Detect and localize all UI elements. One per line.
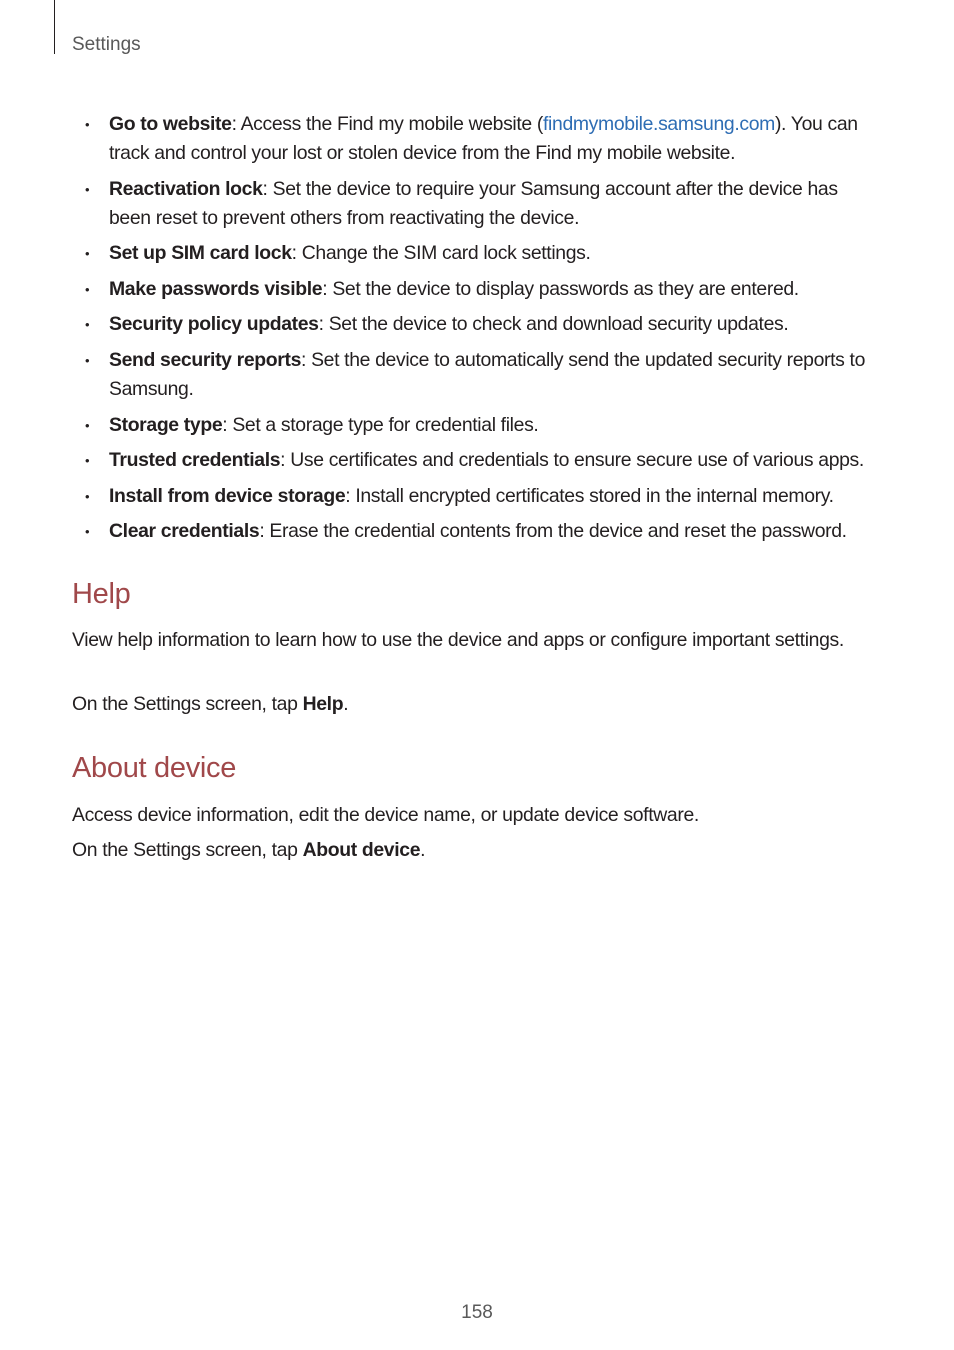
option-description: : Set the device to check and download security updates. xyxy=(318,313,789,336)
list-item xyxy=(72,110,884,168)
bullet-icon: • xyxy=(85,246,90,262)
help-instruction-end: . xyxy=(343,693,349,715)
help-heading: Help xyxy=(72,578,131,610)
bullet-icon: • xyxy=(85,281,90,297)
side-rule xyxy=(54,0,55,54)
option-description: : Set the device to automatically send the updated security reports to Samsung. xyxy=(109,348,866,400)
about-instruction-end: . xyxy=(420,839,426,861)
bullet-icon: • xyxy=(85,524,90,540)
bullet-icon: • xyxy=(85,117,90,132)
about-device-description: Access device information, edit the device name, or update device software. xyxy=(72,804,699,826)
page-number: 158 xyxy=(461,1302,493,1323)
running-head: Settings xyxy=(72,34,141,55)
option-description: : Erase the credential contents from the device and reset the password. xyxy=(259,520,847,543)
security-options-list xyxy=(72,110,884,553)
option-term: Go to website xyxy=(109,113,232,135)
list-item xyxy=(72,482,884,511)
option-term: Trusted credentials xyxy=(109,449,281,472)
list-item xyxy=(72,446,884,475)
list-item xyxy=(72,275,884,304)
help-menu-name: Help xyxy=(302,693,344,715)
about-menu-name: About device xyxy=(302,839,421,861)
option-term: Make passwords visible xyxy=(109,277,323,300)
list-item xyxy=(72,310,884,339)
option-term: Set up SIM card lock xyxy=(109,242,292,265)
list-item xyxy=(72,346,884,404)
help-instruction xyxy=(72,690,852,719)
option-term: Install from device storage xyxy=(109,484,346,507)
option-description: : Use certificates and credentials to ensure secure use of various apps. xyxy=(280,449,864,472)
option-term: Send security reports xyxy=(109,348,302,371)
help-instruction-text: On the Settings screen, tap xyxy=(72,693,303,715)
option-term: Reactivation lock xyxy=(109,177,263,200)
bullet-icon: • xyxy=(85,181,90,197)
about-instruction-text: On the Settings screen, tap xyxy=(72,839,303,861)
about-device-heading: About device xyxy=(72,752,237,784)
help-description: View help information to learn how to use the device and apps or configure important settings. xyxy=(72,629,844,651)
option-term: Security policy updates xyxy=(109,313,319,336)
option-description: : Change the SIM card lock settings. xyxy=(291,242,591,265)
find-my-mobile-link[interactable]: findmymobile.samsung.com xyxy=(543,113,775,135)
list-item xyxy=(72,175,884,233)
option-description: : Set a storage type for credential files. xyxy=(222,413,539,436)
bullet-icon: • xyxy=(85,352,90,368)
option-description-continued: ). You can track and control your lost or stolen device from the Find my mobile website. xyxy=(109,113,858,164)
list-item xyxy=(72,517,884,546)
list-item xyxy=(72,239,884,268)
about-device-instruction xyxy=(72,836,852,865)
bullet-icon: • xyxy=(85,453,90,469)
option-description: : Install encrypted certificates stored in the internal memory. xyxy=(345,484,834,507)
bullet-icon: • xyxy=(85,317,90,333)
option-description: : Set the device to require your Samsung account after the device has been reset to prevent others from reactivating the device. xyxy=(109,177,838,229)
option-description: : Access the Find my mobile website ( xyxy=(231,113,544,135)
option-description: : Set the device to display passwords as they are entered. xyxy=(322,277,799,300)
option-term: Clear credentials xyxy=(109,520,260,543)
bullet-icon: • xyxy=(85,488,90,504)
list-item xyxy=(72,411,884,440)
option-term: Storage type xyxy=(109,413,223,436)
bullet-icon: • xyxy=(85,417,90,433)
